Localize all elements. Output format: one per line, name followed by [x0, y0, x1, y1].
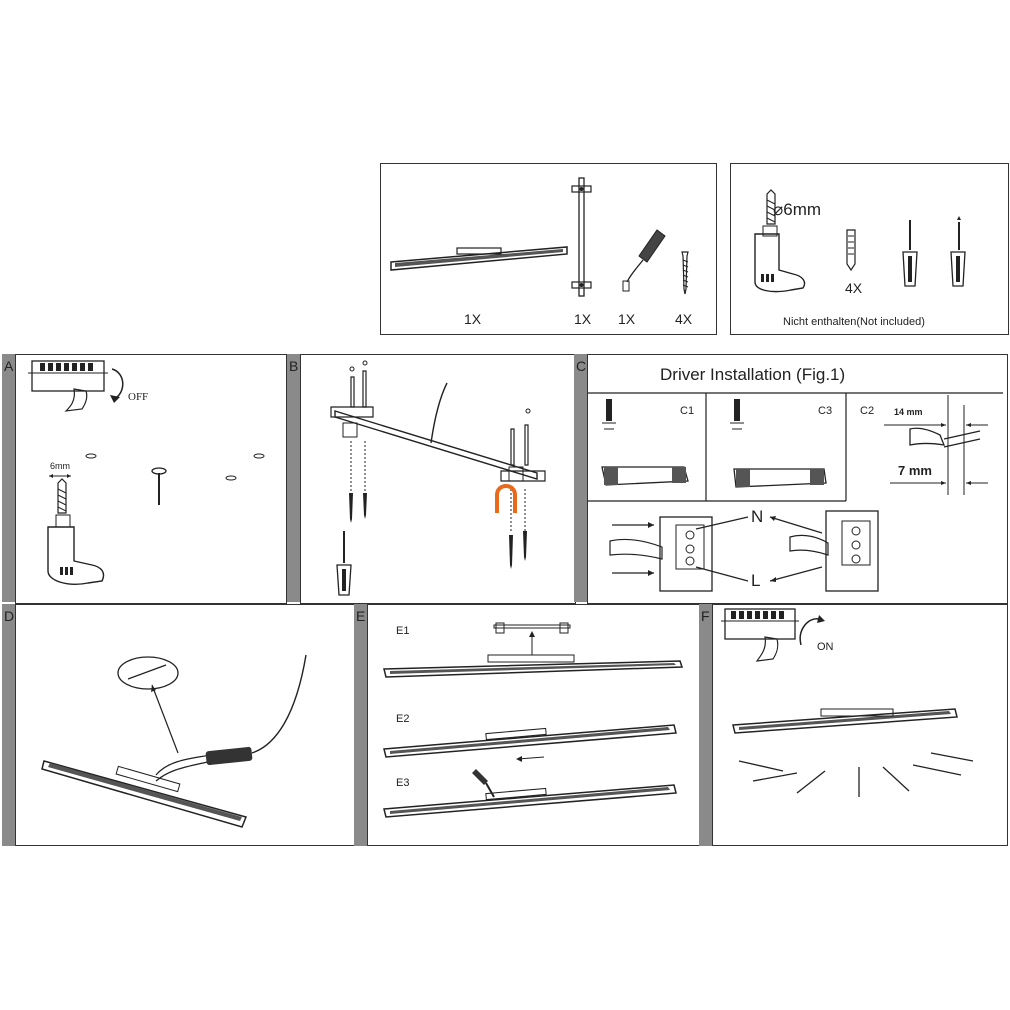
panel-f-letter: F [701, 608, 710, 624]
breaker-off-illustration [16, 355, 288, 605]
panel-e-letter: E [356, 608, 366, 624]
driver-qty: 1X [618, 311, 636, 327]
step-e2-label: E2 [396, 713, 410, 725]
connect-driver-illustration [16, 605, 358, 847]
mount-lamp-illustration [368, 605, 702, 847]
lamp-qty: 1X [464, 311, 482, 327]
panel-a-tab [2, 354, 16, 602]
step-c3-label: C3 [818, 405, 833, 417]
step-c1-label: C1 [680, 405, 695, 417]
bracket-mounting-illustration [301, 355, 577, 605]
screws-qty: 4X [675, 311, 693, 327]
panel-b-tab [287, 354, 301, 602]
lamp-bar-illustration [381, 164, 718, 336]
panel-a-letter: A [4, 358, 14, 374]
anchors-qty: 4X [845, 280, 863, 296]
step-e3-label: E3 [396, 777, 410, 789]
panel-d-tab [2, 604, 16, 846]
panel-b [300, 354, 576, 604]
step-c2-label: C2 [860, 405, 875, 417]
panel-f-tab [699, 604, 713, 846]
strip-14mm-label: 14 mm [894, 407, 923, 417]
panel-b-letter: B [289, 358, 299, 374]
live-label: L [751, 571, 761, 590]
panel-e [367, 604, 701, 846]
driver-wiring-illustration [588, 355, 1009, 605]
strip-7mm-label: 7 mm [898, 463, 932, 478]
power-on-illustration [713, 605, 1009, 847]
panel-a [15, 354, 287, 604]
parts-box [380, 163, 717, 335]
panel-c-title: Driver Installation (Fig.1) [660, 365, 846, 384]
step-e1-label: E1 [396, 625, 410, 637]
drill-icon [731, 164, 1010, 336]
panel-d-letter: D [4, 608, 15, 624]
panel-c [587, 354, 1008, 604]
panel-d [15, 604, 357, 846]
on-label: ON [817, 641, 834, 653]
hole-size-label: 6mm [50, 461, 70, 471]
panel-f [712, 604, 1008, 846]
bracket-qty: 1X [574, 311, 592, 327]
tools-box [730, 163, 1009, 335]
off-label: OFF [128, 391, 149, 403]
panel-e-tab [354, 604, 368, 846]
neutral-label: N [751, 507, 764, 526]
panel-c-tab [574, 354, 588, 602]
panel-c-letter: C [576, 358, 587, 374]
drill-size-label: ⌀6mm [773, 200, 822, 219]
not-included-note: Nicht enthalten(Not included) [783, 316, 925, 328]
